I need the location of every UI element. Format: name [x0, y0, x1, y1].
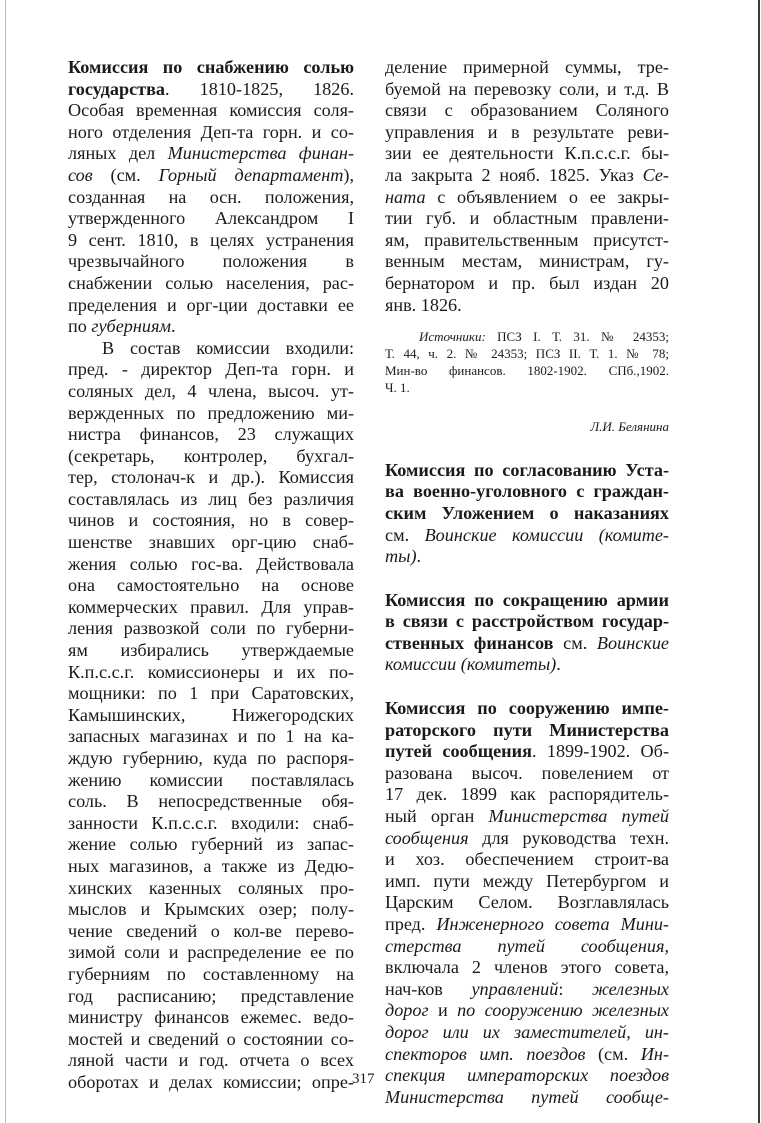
text-segment: Ч. 1.: [385, 380, 410, 396]
text-line: [385, 806, 669, 828]
text-line: [68, 986, 354, 1008]
text-segment: с объявлением о ее закры-: [425, 186, 669, 207]
text-segment: венным местам, министрам, гу-: [385, 251, 669, 272]
text-line: [385, 362, 669, 379]
text-line: [385, 79, 669, 101]
text-segment: пред.: [385, 914, 437, 934]
text-segment: чрезвычайного положения в: [68, 251, 354, 272]
text-line: [385, 143, 669, 165]
italic-text: губерниям: [91, 316, 172, 337]
scan-left-edge: [5, 0, 6, 1123]
text-line: [385, 784, 669, 806]
text-line: [385, 1044, 669, 1066]
text-line: [68, 791, 354, 813]
text-line: [68, 748, 354, 770]
text-line: [68, 467, 354, 489]
text-line: [385, 828, 669, 850]
text-line: [385, 936, 669, 958]
bold-text: государства: [68, 78, 166, 99]
text-segment: мыслов и Крымских озер; полу-: [68, 899, 354, 920]
text-line: [68, 964, 354, 986]
text-line: [385, 481, 669, 503]
text-segment: имп. пути между Петербургом и: [385, 870, 669, 891]
bold-text: раторского пути Министерства: [385, 719, 669, 740]
text-line: [68, 1050, 354, 1072]
text-segment: см.: [385, 524, 425, 545]
text-segment: коммерческих правил. Для управ-: [68, 596, 354, 617]
left-column: [68, 57, 354, 1094]
text-line: [385, 914, 669, 936]
text-segment: оборотах и делах комиссии; опре-: [68, 1071, 354, 1092]
text-segment: ждую губернию, куда по распоря-: [68, 748, 354, 768]
text-segment: В состав комиссии входили:: [102, 337, 354, 358]
entry-salt-supply-continuation: [385, 57, 669, 316]
text-segment: составлялась из лиц без различия: [68, 488, 354, 509]
italic-text: стерства путей сообщения: [385, 935, 665, 956]
italic-text: Министерства финан-: [167, 143, 354, 164]
text-line: [68, 683, 354, 705]
text-segment: разована высоч. повелением от: [385, 762, 669, 783]
text-segment: снабжении солью населения, рас-: [68, 272, 354, 293]
italic-text: по сооружению железных: [457, 1000, 669, 1021]
text-segment: ляной части и год. отчета о всех: [68, 1050, 354, 1071]
text-line: [68, 856, 354, 878]
text-segment: 9 сент. 1810, в целях устранения: [68, 229, 354, 250]
text-segment: бернатором и пр. был издан 20: [385, 272, 669, 293]
text-segment: деление примерной суммы, тре-: [385, 57, 669, 77]
bold-text: путей сообщения: [385, 741, 532, 762]
text-line: [68, 403, 354, 425]
text-line: [68, 705, 354, 727]
text-line: [385, 1000, 669, 1022]
italic-text: ты): [385, 546, 417, 567]
text-line: [385, 611, 669, 633]
italic-text: железных: [591, 978, 669, 999]
text-segment: зимой соли и распределение ее по: [68, 942, 354, 963]
italic-text: Инженерного совета Мини-: [436, 914, 669, 934]
italic-text: сов: [68, 164, 93, 185]
text-segment: янв. 1826.: [385, 294, 462, 315]
text-segment: тии губ. и областным правлени-: [385, 208, 669, 229]
text-segment: нистра финансов, 23 служащих: [68, 424, 354, 445]
italic-text: сообщения: [385, 827, 469, 848]
text-line: [68, 1007, 354, 1029]
text-line: [385, 654, 669, 676]
text-line: [385, 1065, 669, 1087]
text-segment: ям, правительственным присутст-: [385, 229, 669, 250]
text-segment: тер, столонач-к и др.). Комиссия: [68, 467, 354, 488]
entry-imperial-railway-commission: [385, 698, 669, 1108]
bold-text: в связи с расстройством государ-: [385, 611, 669, 632]
text-segment: Царским Селом. Возглавлялась: [385, 892, 669, 913]
text-segment: и: [428, 1000, 458, 1021]
text-line: [68, 618, 354, 640]
text-segment: хинских казенных соляных про-: [68, 877, 354, 898]
text-line: [68, 1072, 354, 1094]
entry-army-reduction-commission: [385, 590, 669, 676]
text-segment: соляных дел, 4 члена, высоч. ут-: [68, 380, 354, 401]
page-number: 317: [352, 1071, 375, 1087]
text-segment: созданная на осн. положения,: [68, 186, 354, 207]
text-line: [68, 489, 354, 511]
text-line: [68, 597, 354, 619]
text-line: [68, 57, 354, 79]
text-line: [385, 698, 669, 720]
text-line: [68, 381, 354, 403]
italic-text: Се-: [642, 164, 669, 185]
bold-text: Комиссия по снабжению солью: [68, 57, 354, 77]
text-segment: жению комиссии поставлялась: [68, 769, 354, 790]
text-line: [385, 979, 669, 1001]
text-line: [68, 187, 354, 209]
text-line: [385, 57, 669, 79]
text-line: [68, 726, 354, 748]
text-line: [385, 230, 669, 252]
text-line: [385, 741, 669, 763]
italic-text: Источники:: [419, 329, 486, 345]
text-segment: чинов и состояния, но в совер-: [68, 510, 354, 531]
text-line: [385, 957, 669, 979]
bold-text: Комиссия по сокращению армии: [385, 589, 669, 610]
text-line: [385, 525, 669, 547]
text-line: [68, 273, 354, 295]
bold-text: ским Уложением о наказаниях: [385, 502, 669, 523]
text-line: [68, 446, 354, 468]
text-segment: Т. 44, ч. 2. № 24353; ПСЗ II. Т. 1. № 78;: [385, 346, 669, 362]
italic-text: Министерства путей сообще-: [385, 1086, 669, 1107]
text-line: [385, 187, 669, 209]
text-segment: .: [556, 654, 561, 675]
text-line: [68, 834, 354, 856]
text-line: [68, 878, 354, 900]
text-segment: .: [416, 546, 422, 567]
right-column: [385, 57, 669, 1108]
text-line: [68, 640, 354, 662]
text-line: [68, 208, 354, 230]
italic-text: дорог: [385, 1000, 429, 1021]
italic-text: спекторов имп. поездов: [385, 1043, 586, 1064]
text-segment: ям избирались утверждаемые: [68, 640, 354, 661]
text-line: [68, 554, 354, 576]
text-segment: шенстве знавших орг-цию снаб-: [68, 532, 354, 553]
entry-gap: [385, 438, 669, 460]
scan-right-edge: [758, 0, 760, 1123]
text-segment: вержденных по предложению ми-: [68, 402, 354, 423]
text-segment: ления развозкой соли по губерни-: [68, 618, 354, 639]
text-line: [385, 633, 669, 655]
text-segment: Мин-во финансов. 1802-1902. СПб.,1902.: [385, 363, 669, 379]
italic-text: Воинские комиссии (комите-: [424, 524, 669, 545]
text-line: [68, 575, 354, 597]
text-segment: буемой на перевозку соли, и т.д. В: [385, 78, 669, 99]
text-line: [385, 100, 669, 122]
text-segment: пред. - директор Деп-та горн. и: [68, 359, 354, 380]
text-line: [385, 763, 669, 785]
text-segment: зии ее деятельности К.п.с.с.г. бы-: [385, 143, 669, 164]
entry-salt-supply-commission: [68, 57, 354, 1094]
text-segment: ,: [664, 935, 669, 956]
text-line: [385, 1022, 669, 1044]
text-segment: ный орган: [385, 806, 489, 827]
sources-note: [385, 328, 669, 396]
bold-text: Комиссия по сооружению импе-: [385, 698, 669, 719]
text-segment: министру финансов ежемес. ведо-: [68, 1007, 354, 1028]
italic-text: Воинские: [596, 632, 669, 653]
text-line: [385, 546, 669, 568]
text-line: [68, 230, 354, 252]
text-line: [68, 532, 354, 554]
text-segment: (см.: [92, 164, 159, 185]
text-line: [385, 273, 669, 295]
text-segment: год расписанию; представление: [68, 985, 354, 1006]
bold-text: ственных финансов: [385, 632, 554, 653]
italic-text: управлений: [471, 978, 559, 999]
text-line: [68, 942, 354, 964]
text-line: [68, 165, 354, 187]
text-segment: см.: [553, 632, 597, 653]
text-segment: ПСЗ I. Т. 31. № 24353;: [485, 329, 669, 345]
text-segment: жение солью губерний из запас-: [68, 834, 354, 855]
text-line: [68, 143, 354, 165]
text-segment: Камышинских, Нижегородских: [68, 704, 354, 725]
text-segment: соль. В непосредственные обя-: [68, 791, 354, 812]
text-segment: 17 дек. 1899 как распорядитель-: [385, 784, 669, 805]
text-segment: Особая временная комиссия соля-: [68, 100, 354, 121]
text-line: [385, 345, 669, 362]
text-line: [68, 295, 354, 317]
text-segment: утвержденного Александром I: [68, 208, 354, 229]
text-segment: запасных магазинах и по 1 на ка-: [68, 726, 354, 747]
text-segment: мощники: по 1 при Саратовских,: [68, 683, 354, 704]
text-line: [68, 338, 354, 360]
entry-gap: [385, 676, 669, 698]
text-line: [68, 122, 354, 144]
text-segment: ла закрыта 2 нояб. 1825. Указ: [385, 164, 643, 185]
text-segment: занности К.п.с.с.г. входили: снаб-: [68, 812, 354, 833]
text-line: [385, 590, 669, 612]
text-segment: пределения и орг-ции доставки ее: [68, 294, 354, 315]
italic-text: дорог или их заместителей, ин-: [385, 1021, 669, 1042]
text-segment: ),: [343, 164, 354, 185]
italic-text: Ин-: [640, 1043, 669, 1064]
text-segment: (секретарь, контролер, бухгал-: [68, 445, 354, 466]
text-segment: (см.: [585, 1043, 641, 1064]
text-line: [385, 892, 669, 914]
text-segment: чение сведений о кол-ве перево-: [68, 920, 354, 941]
text-line: [68, 899, 354, 921]
text-segment: управления и в результате реви-: [385, 121, 669, 142]
italic-text: Горный департамент: [158, 164, 344, 185]
author-signature: Л.И. Белянина: [590, 419, 669, 435]
text-segment: она самостоятельно на основе: [68, 575, 354, 596]
text-segment: связи с образованием Соляного: [385, 100, 669, 121]
text-line: [385, 871, 669, 893]
text-line: [385, 208, 669, 230]
entry-military-code-commission: [385, 460, 669, 568]
bold-text: ва военно-уголовного с граждан-: [385, 481, 669, 502]
text-segment: губерниям по составленному на: [68, 963, 354, 984]
text-line: [385, 295, 669, 317]
text-line: [68, 79, 354, 101]
text-segment: жения солью гос-ва. Действовала: [68, 553, 354, 574]
text-segment: по: [68, 316, 92, 337]
text-line: [385, 328, 669, 345]
italic-text: ната: [385, 186, 426, 207]
entry-gap: [385, 568, 669, 590]
text-segment: ного отделения Деп-та горн. и со-: [68, 121, 354, 142]
text-line: [68, 770, 354, 792]
text-segment: ных магазинов, а также из Дедю-: [68, 855, 354, 876]
text-segment: включала 2 членов этого совета,: [385, 957, 669, 978]
italic-text: спекция императорских поездов: [385, 1065, 669, 1086]
text-line: [68, 359, 354, 381]
text-line: [385, 1087, 669, 1109]
text-line: [385, 251, 669, 273]
text-segment: К.п.с.с.г. комиссионеры и их по-: [68, 661, 354, 682]
text-line: [68, 813, 354, 835]
italic-text: комиссии (комитеты): [385, 654, 557, 675]
text-line: [385, 849, 669, 871]
italic-text: Министерства путей: [488, 806, 669, 827]
text-segment: и хоз. обеспечением строит-ва: [385, 849, 669, 870]
text-segment: .: [171, 316, 176, 337]
text-line: [68, 1029, 354, 1051]
text-line: [68, 424, 354, 446]
text-line: [385, 720, 669, 742]
text-segment: для руководства техн.: [468, 827, 669, 848]
text-line: [385, 379, 669, 396]
text-line: [68, 921, 354, 943]
bold-text: Комиссия по согласованию Уста-: [385, 459, 669, 480]
text-line: [385, 165, 669, 187]
text-line: [68, 100, 354, 122]
text-line: [68, 662, 354, 684]
text-segment: . 1899-1902. Об-: [531, 741, 669, 762]
text-segment: нач-ков: [385, 978, 472, 999]
text-segment: :: [558, 978, 592, 999]
text-segment: . 1810-1825, 1826.: [165, 78, 354, 99]
text-line: [68, 510, 354, 532]
text-line: [68, 316, 354, 338]
text-segment: мостей и сведений о состоянии со-: [68, 1028, 354, 1049]
text-line: [385, 503, 669, 525]
text-line: [68, 251, 354, 273]
text-segment: ляных дел: [68, 143, 168, 164]
text-line: [385, 122, 669, 144]
text-line: [385, 460, 669, 482]
